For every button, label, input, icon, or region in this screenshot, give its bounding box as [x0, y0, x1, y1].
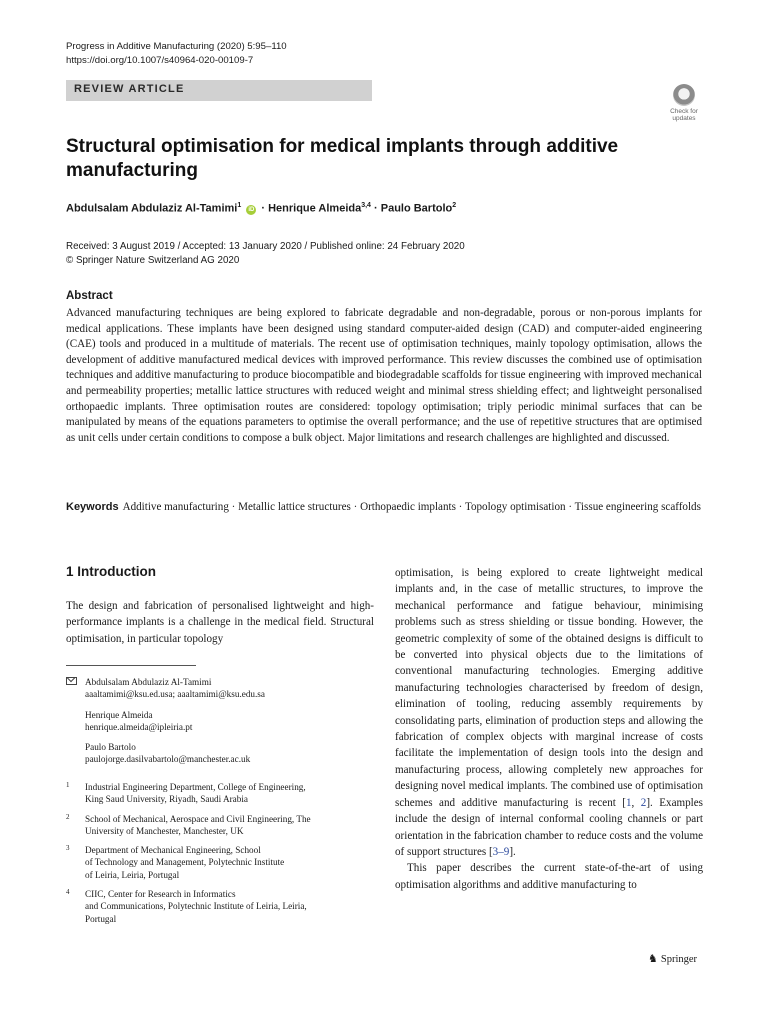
affiliation-line: Industrial Engineering Department, College of Engineering,: [85, 782, 306, 792]
check-updates-label: Check for updates: [670, 108, 698, 122]
springer-horse-icon: ♞: [648, 953, 658, 965]
contact-email[interactable]: aaaltamimi@ksu.ed.usa; aaaltamimi@ksu.edu.sa: [85, 689, 265, 699]
contact-email[interactable]: henrique.almeida@ipleiria.pt: [85, 722, 193, 732]
intro-right-column: [395, 565, 703, 893]
author-name[interactable]: Abdulsalam Abdulaziz Al-Tamimi: [66, 202, 238, 215]
intro-paragraph: [395, 565, 703, 860]
author-separator: ·: [370, 202, 381, 215]
citation-separator: ,: [631, 796, 641, 809]
copyright-line: © Springer Nature Switzerland AG 2020: [66, 255, 240, 266]
keywords: [66, 500, 702, 516]
article-type-label: REVIEW ARTICLE: [74, 83, 185, 95]
intro-text: optimisation, is being explored to create lightweight medical implants and, in the case of metallic structures, to improve the mechanical performance and fatigue behaviour, minimising problems such as stress shielding or tissue bonding. However, the geometric complexity of some of the obtained designs is difficult to be converted into physical objects due to the limitations of conventional manufacturing technologies. Emerging additive manufacturing technologies characterised by freedom of design, elimination of tooling, reducing assembly requirements by consolidating parts, elimination of production steps and allowing the fabrication of complex objects with marginal increase of costs facilitate the implementation of design tools into the design and manufacturing process, allowing completely new approaches for designing novel medical implants. The combined use of optimisation schemes and additive manufacturing is recent [: [395, 567, 703, 809]
author-affiliation-sup: 3,4: [361, 202, 371, 209]
citation-link[interactable]: 1: [625, 796, 632, 809]
affiliation-line: University of Manchester, Manchester, UK: [85, 826, 244, 837]
publication-dates: [66, 240, 465, 268]
author-affiliation-sup: 2: [452, 202, 457, 209]
affiliation-line: King Saud University, Riyadh, Saudi Arabia: [85, 794, 248, 805]
affiliation-number: 2: [66, 813, 70, 821]
abstract-heading: Abstract: [66, 290, 113, 302]
affiliation-line: of Technology and Management, Polytechnic Institute: [85, 857, 285, 868]
author-name[interactable]: Paulo Bartolo: [380, 202, 453, 215]
check-for-updates-badge[interactable]: [666, 84, 702, 124]
doi-link[interactable]: https://doi.org/10.1007/s40964-020-00109-7: [66, 55, 254, 66]
abstract-text: Advanced manufacturing techniques are being explored to fabricate degradable and non-degradable, porous or non-porous implants for medical applications. These implants have been designed using standard computer-aided design (CAD) and computer-aided engineering (CAE) tools and produced in a multitude of materials. The recent use of optimisation techniques, mainly topology optimisation, allows the development of additive manufactured medical devices with improved performance. This review discusses the combined use of optimisation techniques and additive manufacturing to produce biocompatible and biodegradable scaffolds for tissue engineering with improved mechanical and permeability properties; metallic lattice structures with reduced weight and minimal stress shielding effect; and lightweight personalised orthopaedic implants. Three optimisation routes are considered: topology optimisation; triply periodic minimal surfaces that can be manipulated by means of the equations parameters to optimise the overall performance; and the use of repetitive structures that are optimised as unit cells under certain conditions to compose a bulk object. Major limitations and research challenges are highlighted and discussed.: [66, 307, 702, 444]
affiliation-line: Portugal: [85, 913, 117, 924]
contact-email[interactable]: paulojorge.dasilvabartolo@manchester.ac.uk: [85, 754, 251, 764]
citation-link[interactable]: 2: [640, 796, 647, 809]
contact-name: Henrique Almeida: [85, 710, 153, 720]
author-affiliation-sup: 1: [237, 202, 242, 209]
footnote-divider: [66, 665, 196, 666]
author-separator: ·: [258, 202, 269, 215]
author-name[interactable]: Henrique Almeida: [268, 202, 362, 215]
affiliation-number: 1: [66, 781, 70, 789]
publisher-name: Springer: [660, 954, 698, 965]
contact-name: Abdulsalam Abdulaziz Al-Tamimi: [85, 677, 212, 687]
orcid-icon[interactable]: iD: [248, 206, 255, 213]
intro-text: ]. Examples include the design of internal conformal cooling channels or part orientation in the fabrication chamber to reduce costs and the volume of support structures [: [395, 796, 703, 858]
keywords-label: Keywords: [66, 501, 119, 513]
article-title: Structural optimisation for medical implants through additive manufacturing: [66, 136, 619, 181]
journal-citation: Progress in Additive Manufacturing (2020) 5:95–110: [66, 41, 287, 52]
envelope-icon: [66, 677, 77, 685]
publisher-footer: [648, 952, 697, 965]
dates-line: Received: 3 August 2019 / Accepted: 13 January 2020 / Published online: 24 February 2020: [66, 241, 465, 252]
affiliation-line: Department of Mechanical Engineering, School: [85, 845, 261, 855]
affiliation-line: and Communications, Polytechnic Institute of Leiria, Leiria,: [85, 901, 307, 912]
check-updates-icon: [673, 84, 695, 106]
affiliation-number: 3: [66, 844, 70, 852]
affiliation-line: CIIC, Center for Research in Informatics: [85, 889, 236, 899]
affiliation-line: School of Mechanical, Aerospace and Civil Engineering, The: [85, 814, 311, 824]
affiliation-line: of Leiria, Leiria, Portugal: [85, 869, 180, 880]
author-list: [66, 202, 456, 215]
intro-paragraph: This paper describes the current state-of-the-art of using optimisation algorithms and additive manufacturing to: [395, 862, 703, 891]
intro-text: ].: [509, 845, 516, 858]
keywords-text: Additive manufacturing · Metallic lattice structures · Orthopaedic implants · Topology optimisation · Tissue engineering scaffolds: [122, 501, 701, 513]
intro-left-text: The design and fabrication of personalised lightweight and high-performance implants is a challenge in the medical field. Structural optimisation, in particular topology: [66, 600, 374, 645]
section-heading-introduction: 1 Introduction: [66, 564, 156, 579]
affiliation-number: 4: [66, 888, 70, 896]
citation-link[interactable]: 3–9: [492, 845, 510, 858]
contact-name: Paulo Bartolo: [85, 742, 136, 752]
article-type-banner: [66, 80, 372, 101]
